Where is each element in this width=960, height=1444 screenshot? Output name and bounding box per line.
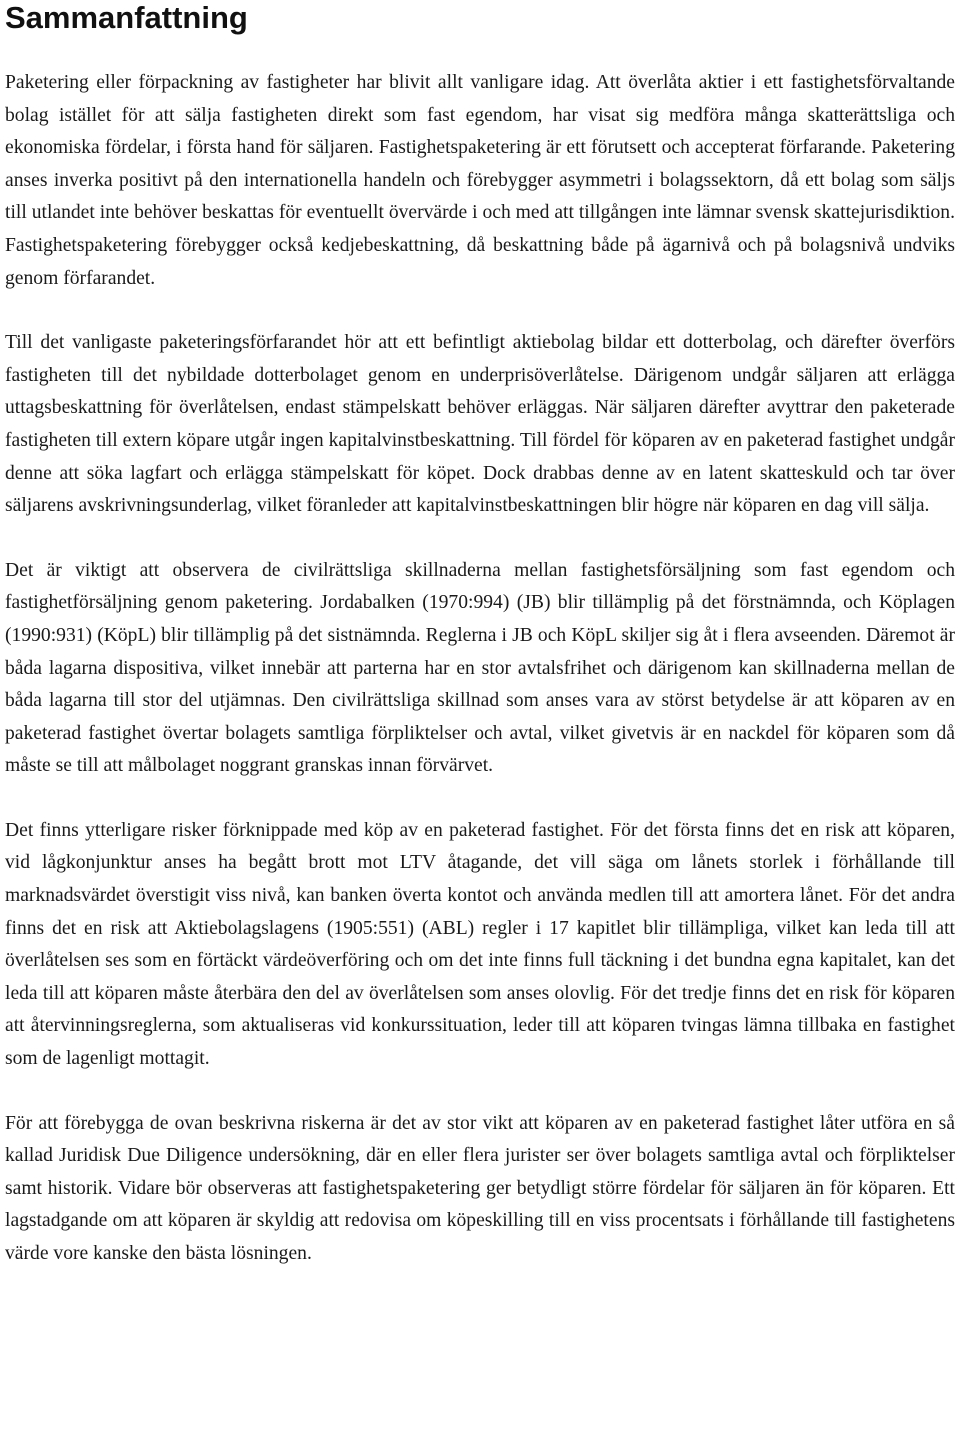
paragraph-packaging-overview: Paketering eller förpackning av fastigheter har blivit allt vanligare idag. Att överlåta aktier i ett fastighetsförvaltande bolag istället för att sälja fastigheten direkt som fast egendom, har visat sig medföra många skatterättsliga och ekonomiska fördelar, i första hand för säljaren. Fastighetspaketering är ett förutsett och accepterat förfarande. Paketering anses inverka positivt på den internationella handeln och förebygger asymmetri i bolagssektorn, då ett bolag som säljs till utlandet inte behöver beskattas för eventuellt övervärde i och med att tillgången inte lämnar svensk skattejurisdiktion. Fastighetspaketering förebygger också kedjebeskattning, då beskattning både på ägarnivå och på bolagsnivå undviks genom förfarandet. (5, 72, 955, 289)
page-title: Sammanfattning (5, 0, 248, 35)
paragraph-additional-risks: Det finns ytterligare risker förknippade med köp av en paketerad fastighet. För det första finns det en risk att köparen, vid lågkonjunktur anses ha begått brott mot LTV åtagande, det vill säga om lånets storlek i förhållande till marknadsvärdet överstigit viss nivå, kan banken överta kontot och använda medlen till att amortera lånet. För det andra finns det en risk att Aktiebolagslagens (1905:551) (ABL) regler i 17 kapitlet blir tillämpliga, vilket kan leda till att överlåtelsen ses som en förtäckt värdeöverföring och om det inte finns full täckning i det bundna egna kapitalet, kan det leda till att köparen måste återbära den del av överlåtelsen som anses olovlig. För det tredje finns det en risk för köparen att återvinningsreglerna, som aktualiseras vid konkurssituation, leder till att köparen tvingas lämna tillbaka en fastighet som de lagenligt mottagit. (5, 819, 955, 1070)
paragraph-risk-prevention: För att förebygga de ovan beskrivna riskerna är det av stor vikt att köparen av en paketerad fastighet låter utföra en så kallad Juridisk Due Diligence undersökning, där en eller flera jurister ser över bolagets samtliga avtal och förpliktelser samt historik. Vidare bör observeras att fastighetspaketering ger betydligt större fördelar för säljaren än för köparen. Ett lagstadgande om att köparen är skyldig att redovisa om köpeskilling till en viss procentsats i förhållande till fastighetens värde vore kanske den bästa lösningen. (5, 1112, 955, 1264)
paragraph-common-procedure: Till det vanligaste paketeringsförfarandet hör att ett befintligt aktiebolag bildar ett dotterbolag, och därefter överförs fastigheten till det nybildade dotterbolaget genom en underprisöverlåtelse. Därigenom undgår säljaren att erlägga uttagsbeskattning för överlåtelsen, endast stämpelskatt behöver erläggas. När säljaren därefter avyttrar den paketerade fastigheten till extern köpare utgår ingen kapitalvinstbeskattning. Till fördel för köparen av en paketerad fastighet undgår denne att söka lagfart och erlägga stämpelskatt för köpet. Dock drabbas denne av en latent skatteskuld och tar över säljarens avskrivningsunderlag, vilket föranleder att kapitalvinstbeskattningen blir högre när köparen en dag vill sälja. (5, 332, 955, 517)
paragraph-civil-law-differences: Det är viktigt att observera de civilrättsliga skillnaderna mellan fastighetsförsäljning som fast egendom och fastighetförsäljning genom paketering. Jordabalken (1970:994) (JB) blir tillämplig på det förstnämnda, och Köplagen (1990:931) (KöpL) blir tillämplig på det sistnämnda. Reglerna i JB och KöpL skiljer sig åt i flera avseenden. Däremot är båda lagarna dispositiva, vilket innebär att parterna har en stor avtalsfrihet och därigenom kan skillnaderna mellan de båda lagarna till stor del utjämnas. Den civilrättsliga skillnad som anses vara av störst betydelse är att köparen av en paketerad fastighet övertar bolagets samtliga förpliktelser och avtal, vilket givetvis är en nackdel för köparen som då måste se till att målbolaget noggrant granskas innan förvärvet. (5, 559, 955, 777)
